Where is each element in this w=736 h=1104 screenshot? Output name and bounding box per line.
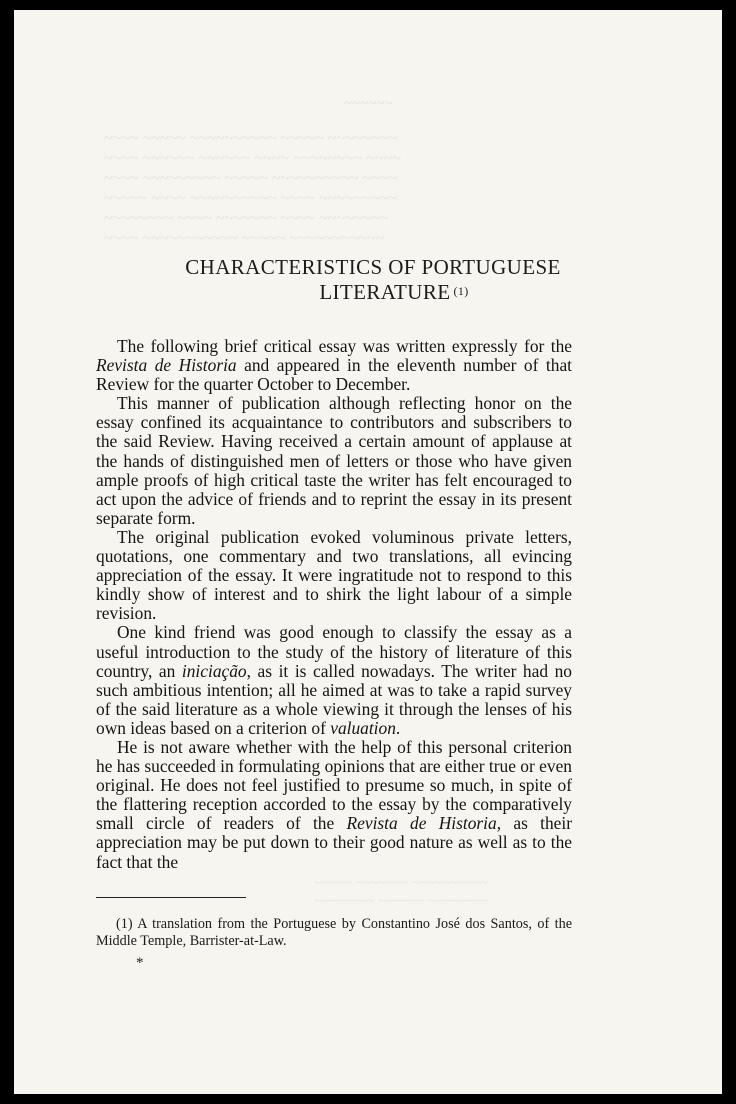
bleed-through-decoration: ~~~~ ~~~~~ ~~~~~~~~~~ ~~~~~ ~~~~~~~~ — [104, 130, 397, 147]
paragraph: The following brief critical essay was written expressly for the Revista de Historia and appeared in the eleventh number of that Review for the quarter October to December. — [96, 336, 572, 395]
bleed-through-decoration: ~~~~~~ — [344, 96, 393, 112]
paragraph: He is not aware whether with the help of this personal criterion he has succeeded in formulating opinions that are either true or even original. He does not feel justified to presume so much, in spite of the flattering reception accorded to the essay by the comparatively small circle of readers of the Revista de Historia, as their appreciation may be put down to their good nature as well as to the fact that the — [96, 736, 573, 872]
signature-mark: * — [136, 955, 144, 971]
article-title-line-2 — [14, 280, 722, 305]
bleed-through-decoration: ~~~~ ~~~~~~~~~~~ ~~~~~ ~~~~~~~~~~~ — [104, 230, 385, 247]
journal-title: Revista de Historia — [96, 355, 237, 376]
article-title-text: LITERATURE — [319, 280, 451, 304]
document-page — [14, 10, 722, 1094]
bleed-through-decoration: ~~~~~ ~~~~ ~~~~~~~~~~ ~~~~ ~~~~~~~~~ — [104, 190, 397, 207]
paragraph: The original publication evoked voluminous private letters, quotations, one commentary and two translations, all evincing appreciation of the essay. It were ingratitude not to respond to this kindly show of interest and to shirk the light labour of a simple revision. — [96, 526, 572, 624]
bleed-through-decoration: ~~~~ ~~~~~~ ~~~~~~ ~~~~ ~~~~~~~~ ~~~~ — [104, 150, 401, 167]
footnote: (1) A translation from the Portuguese by Constantino José dos Santos, of the Middle Temple, Barrister-at-Law. — [96, 916, 572, 949]
paragraph: This manner of publication although reflecting honor on the essay confined its acquaintance to contributors and subscribers to the said Review. Having received a certain amount of applause at the hands of distinguished men of letters or those who have given ample proofs of high critical taste the writer has felt encouraged to act upon the advice of friends and to reprint the essay in its present separate form. — [96, 393, 572, 528]
article-title-line-1: CHARACTERISTICS OF PORTUGUESE — [185, 255, 561, 279]
bleed-through-decoration: ~~~~~~~~ ~~~~~~ ~~~~~~~~ — [314, 894, 488, 909]
bleed-through-decoration: ~~~~~ ~~~~~~~ ~~~~~~~~~~ — [314, 876, 488, 891]
footnote-divider — [96, 897, 246, 898]
journal-title: Revista de Historia, — [346, 813, 502, 834]
article-body — [96, 337, 572, 872]
bleed-through-decoration: ~~~~ ~~~~~~~~~ ~~~~~ ~~~~~~~~~~ ~~~~ — [104, 170, 397, 187]
bleed-through-decoration: ~~~~~~~~ ~~~~ ~~~~~~~ ~~~~ ~~~~~~~~ — [104, 210, 389, 227]
italic-term: iniciação — [181, 660, 247, 681]
italic-term: valuation — [330, 717, 396, 738]
footnote-marker: (1) — [453, 284, 469, 298]
paragraph: One kind friend was good enough to classify the essay as a useful introduction to the study of the history of literature of this country, an iniciação, as it is called nowadays. The writer had no such ambitious intention; all he aimed at was to take a rapid survey of the said literature as a whole viewing it through the lenses of his own ideas based on a criterion of valuation. — [96, 622, 572, 738]
